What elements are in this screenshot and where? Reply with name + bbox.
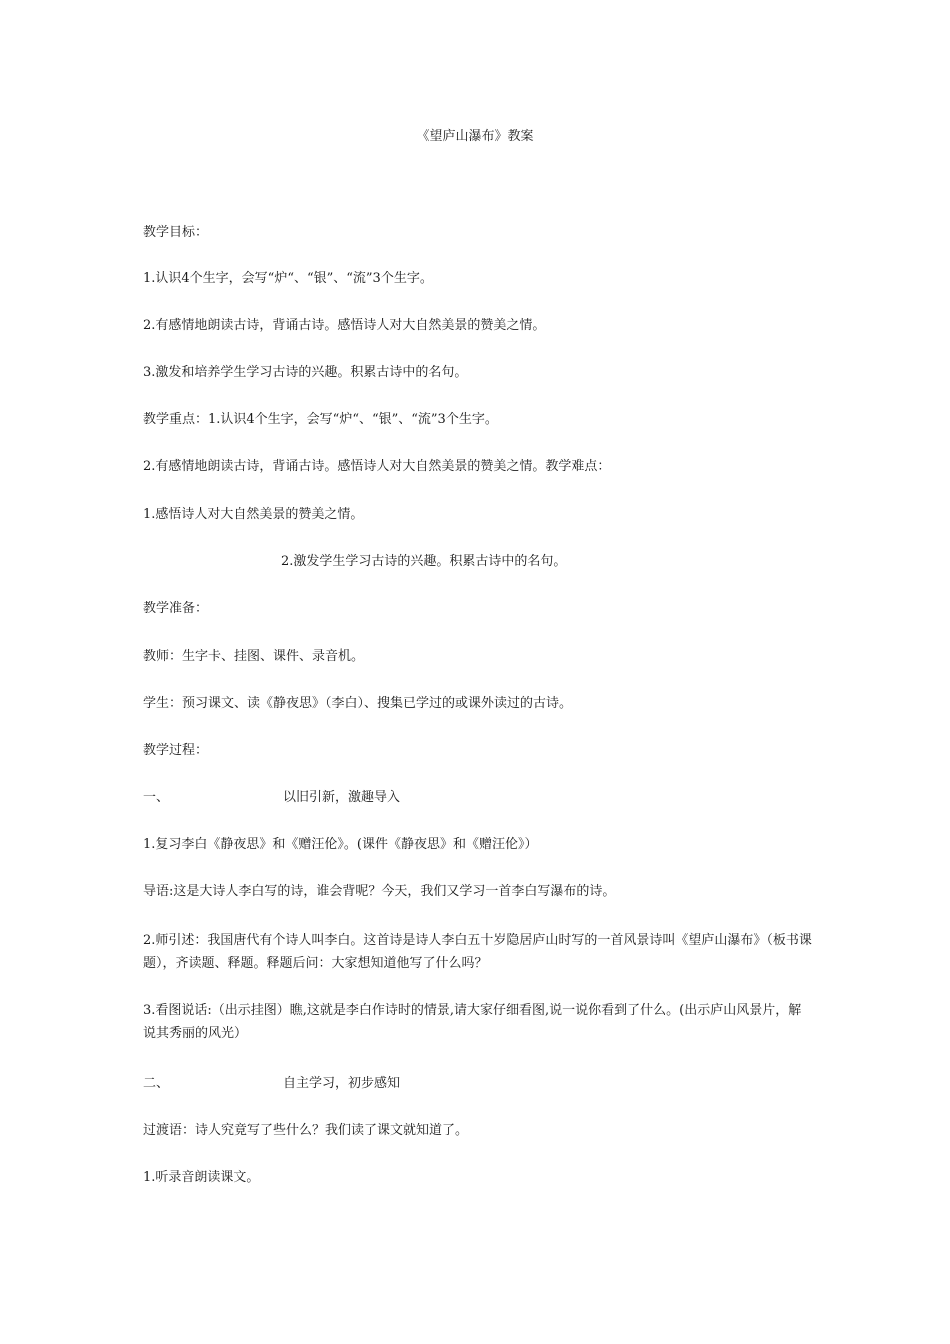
document-title: 《望庐山瀑布》教案 — [416, 129, 534, 144]
objectives-heading: 教学目标： — [143, 225, 209, 240]
preparation-teacher: 教师：生字卡、挂图、课件、录音机。 — [143, 649, 365, 664]
transition-paragraph: 过渡语：诗人究竟写了些什么？我们读了课文就知道了。 — [143, 1123, 469, 1138]
process-item-2: 2.师引述：我国唐代有个诗人叫李白。这首诗是诗人李白五十岁隐居庐山时写的一首风景诗叫《望庐山瀑布》（板书课题），齐读题、释题。释题后问：大家想知道他写了什么吗？ — [143, 933, 812, 971]
section-2-title: 自主学习，初步感知 — [283, 1076, 401, 1091]
section-1-number: 一、 — [143, 790, 170, 805]
section-1-title: 以旧引新，激趣导入 — [283, 790, 401, 805]
process-item-3: 3.看图说话:（出示挂图）瞧,这就是李白作诗时的情景,请大家仔细看图,说一说你看到了什么。(出示庐山风景片，解说其秀丽的风光） — [143, 1003, 802, 1041]
preparation-heading: 教学准备： — [143, 601, 209, 616]
intro-paragraph: 导语:这是大诗人李白写的诗，谁会背呢？今天，我们又学习一首李白写瀑布的诗。 — [143, 884, 616, 899]
section-1-heading — [143, 788, 400, 808]
listen-item-1: 1.听录音朗读课文。 — [143, 1170, 260, 1185]
key-points-item-2: 2.有感情地朗读古诗，背诵古诗。感悟诗人对大自然美景的赞美之情。教学难点： — [143, 459, 611, 474]
section-2-number: 二、 — [143, 1076, 170, 1091]
process-heading: 教学过程： — [143, 743, 209, 758]
objective-item-1: 1.认识4个生字，会写“炉“、“银”、“流”3个生字。 — [143, 271, 433, 286]
key-points-line: 教学重点：1.认识4个生字，会写“炉“、“银”、“流”3个生字。 — [143, 412, 498, 427]
objective-item-3: 3.激发和培养学生学习古诗的兴趣。积累古诗中的名句。 — [143, 365, 468, 380]
objective-item-2: 2.有感情地朗读古诗，背诵古诗。感悟诗人对大自然美景的赞美之情。 — [143, 318, 546, 333]
process-item-1: 1.复习李白《静夜思》和《赠汪伦》。(课件《静夜思》和《赠汪伦》） — [143, 837, 538, 852]
difficulty-item-1: 1.感悟诗人对大自然美景的赞美之情。 — [143, 507, 364, 522]
section-2-heading — [143, 1074, 400, 1094]
preparation-student: 学生：预习课文、读《静夜思》（李白）、搜集已学过的或课外读过的古诗。 — [143, 696, 573, 711]
difficulty-item-2: 2.激发学生学习古诗的兴趣。积累古诗中的名句。 — [281, 554, 567, 569]
